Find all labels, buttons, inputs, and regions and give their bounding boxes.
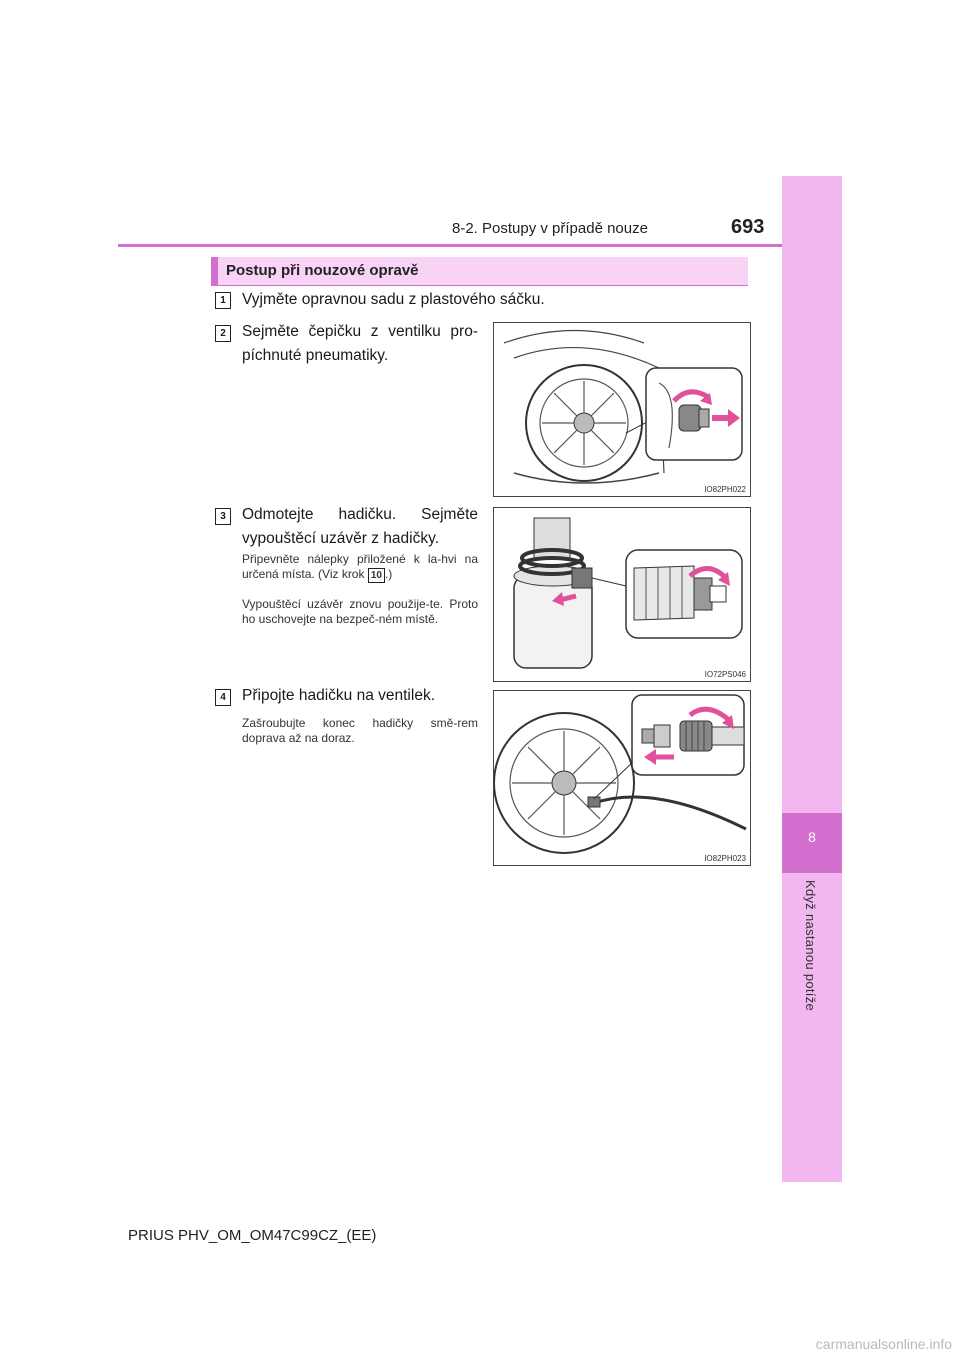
section-heading-title: Postup při nouzové opravě [226, 262, 419, 279]
step3-note-stickers-text: Připevněte nálepky přiložené k la-hvi na určená místa. (Viz krok [242, 552, 478, 581]
step-number-1: 1 [215, 292, 231, 309]
header-section-title: 8-2. Postupy v případě nouze [452, 220, 648, 237]
side-tab-number: 8 [808, 829, 816, 845]
step4-note: Zašroubujte konec hadičky smě-rem doprava až na doraz. [242, 716, 478, 745]
figure-code: IO72PS046 [704, 670, 746, 679]
step-number-3: 3 [215, 508, 231, 525]
header-divider [118, 244, 782, 247]
step-text-4: Připojte hadičku na ventilek. [242, 687, 436, 704]
side-tab [782, 176, 842, 1182]
side-tab-label: Když nastanou potíže [803, 880, 818, 1012]
figure-code: IO82PH023 [704, 854, 746, 863]
step-text-2: Sejměte čepičku z ventilku pro-píchnuté pneumatiky. [242, 323, 478, 364]
step-number-4: 4 [215, 689, 231, 706]
bottle-hose-illustration [494, 508, 750, 681]
section-heading-accent [211, 257, 218, 285]
step-text-3: Odmotejte hadičku. Sejměte vypouštěcí uzávěr z hadičky. [242, 506, 478, 547]
step-number-2: 2 [215, 325, 231, 342]
step3-note-stickers [242, 552, 478, 583]
section-heading-bar [211, 257, 748, 286]
step-text-1: Vyjměte opravnou sadu z plastového sáčku. [242, 291, 545, 308]
step-reference: 10 [368, 568, 385, 583]
figure-code: IO82PH022 [704, 485, 746, 494]
hose-valve-illustration [494, 691, 750, 865]
page-number: 693 [731, 216, 765, 238]
figure-hose-cap-removal [493, 507, 751, 682]
step3-note-stickers-end: .) [384, 567, 393, 581]
figure-valve-cap-removal [493, 322, 751, 497]
watermark: carmanualsonline.info [815, 1336, 952, 1352]
step3-note-cap: Vypouštěcí uzávěr znovu použije-te. Proto ho uschovejte na bezpeč-ném místě. [242, 597, 478, 626]
valve-cap-illustration [494, 323, 750, 496]
footer-document-code: PRIUS PHV_OM_OM47C99CZ_(EE) [128, 1227, 377, 1244]
figure-hose-connection [493, 690, 751, 866]
